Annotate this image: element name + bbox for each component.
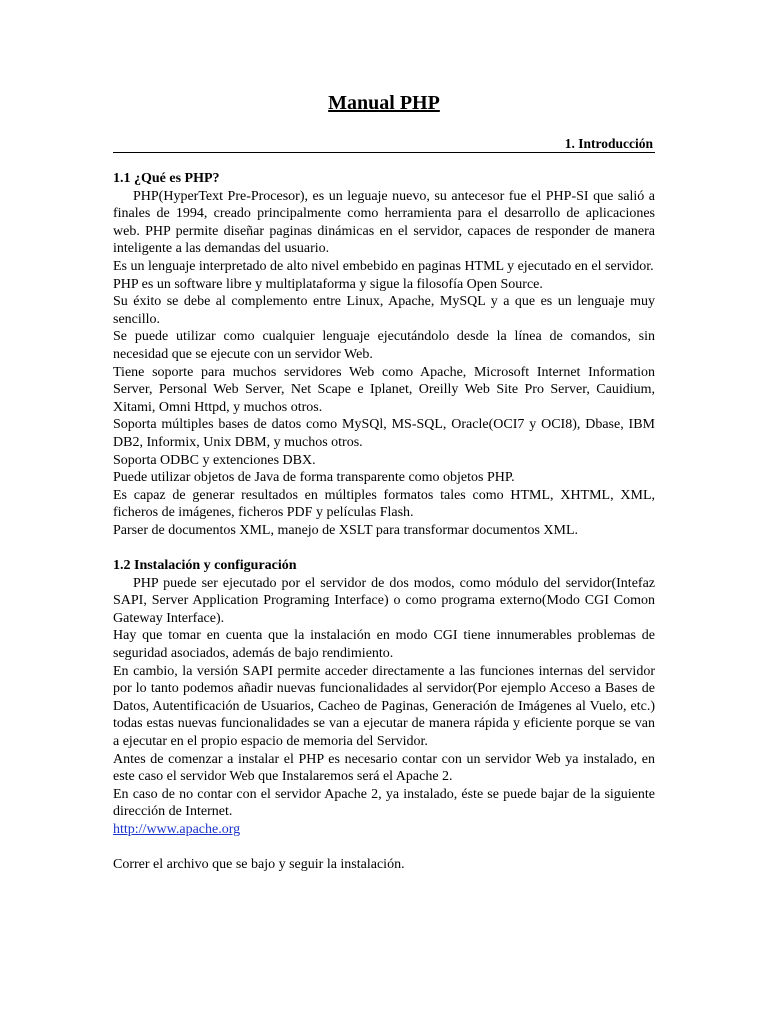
section-heading-1-1: 1.1 ¿Qué es PHP? — [113, 171, 220, 186]
paragraph: Su éxito se debe al complemento entre Linux, Apache, MySQL y a que es un lenguaje muy sencillo. — [113, 294, 655, 327]
paragraph: PHP(HyperText Pre-Procesor), es un leguaje nuevo, su antecesor fue el PHP-SI que salió a finales de 1994, creado principalmente como herramienta para el desarrollo de aplicaciones web. PHP permite diseñar paginas dinámicas en el servidor, capaces de responder de manera inteligente a las demandas del usuario. — [113, 188, 655, 257]
paragraph: PHP puede ser ejecutado por el servidor de dos modos, como módulo del servidor(Intefaz SAPI, Server Application Programing Interface) o como programa externo(Modo CGI Comon Gateway Interface). — [113, 575, 655, 626]
chapter-heading: 1. Introducción — [564, 136, 653, 151]
document-body — [113, 170, 655, 874]
paragraph: Soporta ODBC y extenciones DBX. — [113, 452, 316, 468]
paragraph: Es capaz de generar resultados en múltiples formatos tales como HTML, XHTML, XML, ficheros de imágenes, ficheros PDF y películas Flash. — [113, 487, 655, 521]
link-line — [113, 821, 655, 839]
paragraph: Puede utilizar objetos de Java de forma transparente como objetos PHP. — [113, 470, 515, 486]
spacer — [113, 539, 655, 557]
section-heading-1-2: 1.2 Instalación y configuración — [113, 558, 297, 574]
closing-paragraph: Correr el archivo que se bajo y seguir la instalación. — [113, 857, 405, 873]
paragraph: PHP es un software libre y multiplataforma y sigue la filosofía Open Source. — [113, 276, 543, 292]
paragraph: Se puede utilizar como cualquier lenguaje ejecutándolo desde la línea de comandos, sin necesidad que se ejecute con un servidor Web. — [113, 329, 655, 362]
paragraph: Hay que tomar en cuenta que la instalación en modo CGI tiene innumerables problemas de seguridad asociados, además de bajo rendimiento. — [113, 628, 655, 662]
header-rule — [113, 152, 655, 153]
paragraph: Tiene soporte para muchos servidores Web como Apache, Microsoft Internet Information Server, Personal Web Server, Net Scape e Iplanet, Oreilly Web Site Pro Server, Cauidium, Xitami, Omni Httpd, y muchos otros. — [113, 364, 655, 415]
paragraph: En cambio, la versión SAPI permite acceder directamente a las funciones internas del servidor por lo tanto podemos añadir nuevas funcionalidades al servidor(Por ejemplo Acceso a Bases de Datos, Autentificación de Usuarios, Cacheo de Paginas, Generación de Imágenes al Vuelo, etc.) todas estas nuevas funcionalidades se van a ejecutar de manera rápida y eficiente porque se van a ejecutar en el propio espacio de memoria del Servidor. — [113, 663, 655, 749]
paragraph: Soporta múltiples bases de datos como MySQl, MS-SQL, Oracle(OCI7 y OCI8), Dbase, IBM DB2, Informix, Unix DBM, y muchos otros. — [113, 417, 655, 450]
paragraph: En caso de no contar con el servidor Apache 2, ya instalado, éste se puede bajar de la siguiente dirección de Internet. — [113, 786, 655, 820]
paragraph: Antes de comenzar a instalar el PHP es necesario contar con un servidor Web ya instalado, en este caso el servidor Web que Instalaremos será el Apache 2. — [113, 751, 655, 785]
paragraph: Es un lenguaje interpretado de alto nivel embebido en paginas HTML y ejecutado en el servidor. — [113, 258, 654, 274]
paragraph: Parser de documentos XML, manejo de XSLT para transformar documentos XML. — [113, 522, 579, 538]
page-title: Manual PHP — [328, 92, 440, 114]
apache-link[interactable]: http://www.apache.org — [113, 821, 241, 837]
spacer — [113, 839, 655, 857]
